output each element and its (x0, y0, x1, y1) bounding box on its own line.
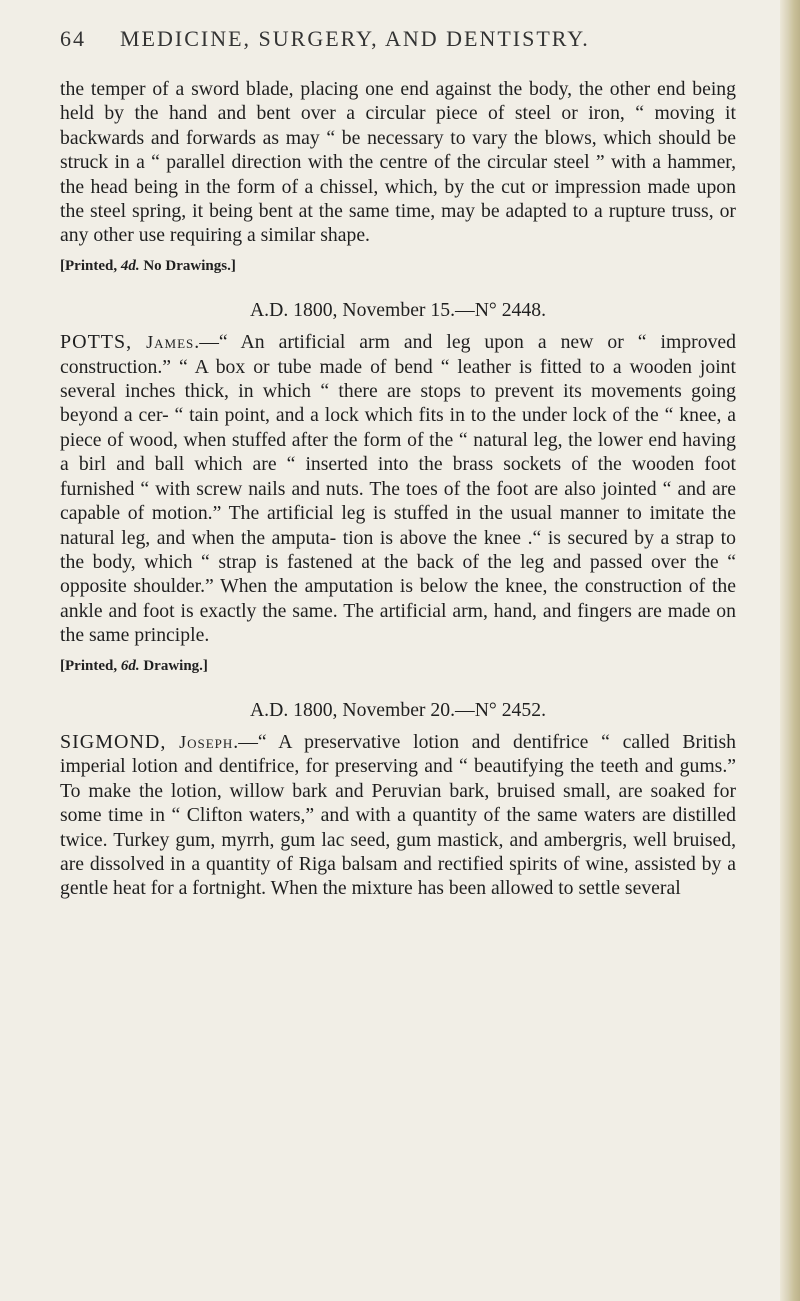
patentee-surname: POTTS, (60, 331, 133, 354)
patent-entry-sigmond (60, 730, 736, 901)
continued-paragraph: the temper of a sword blade, placing one end against the body, the other end being held by the hand and bent over a circular piece of steel or iron, “ moving it backwards and forwards as may “ be necessary to vary the blows, which should be struck in a “ parallel direction with the centre of the circular steel ” with a hammer, the head being in the form of a chissel, which, by the cut or impression made upon the steel spring, it being bent at the same time, may be adapted to a rupture truss, or any other use requiring a similar shape. (60, 78, 736, 247)
page-body (60, 77, 736, 901)
entry-text: .—“ A preservative lotion and dentifrice “ called British imperial lotion and dentifrice, for preserving and “ beautifying the teeth and gums.” To make the lotion, willow bark and Peruvian bark, bruised small, are soaked for some time in “ Clifton waters,” and with a quantity of the same waters are distilled twice. Turkey gum, myrrh, gum lac seed, gum mastick, and ambergris, well bruised, are dissolved in a quantity of Riga balsam and rectified spirits of wine, assisted by a gentle heat for a fortnight. When the mixture has been allowed to settle several (60, 730, 736, 900)
patentee-forename: Joseph (179, 731, 234, 752)
printing-note: [Printed, 4d. No Drawings.] (60, 257, 236, 274)
running-header (60, 26, 760, 52)
page-edge-shadow (780, 0, 800, 1301)
entry-text: .—“ An artificial arm and leg upon a new or “ improved construction.” “ A box or tube made of bend “ leather is fitted to a wooden joint several inches thick, in which “ there are stops to prevent its movements going beyond a cer- “ tain point, and a lock which fits in to the under lock of the “ knee, a piece of wood, when stuffed after the form of the “ natural leg, the lower end having a birl and ball which are “ inserted into the brass sockets of the wooden foot furnished “ with screw nails and nuts. The toes of the foot are also jointed “ and are capable of motion.” The artificial leg is stuffed in the usual manner to imitate the natural leg, and when the amputa- tion is above the knee .“ is secured by a strap to the body, which “ strap is fastened at the back of the leg and passed over the “ opposite shoulder.” When the amputation is below the knee, the construction of the ankle and foot is exactly the same. The artificial arm, hand, and fingers are made on the same principle. (60, 331, 736, 647)
running-title: MEDICINE, SURGERY, AND DENTISTRY. (120, 26, 590, 51)
printing-note: [Printed, 6d. Drawing.] (60, 657, 208, 674)
entry-heading: A.D. 1800, November 20.—N° 2452. (249, 698, 547, 721)
entry-heading: A.D. 1800, November 15.—N° 2448. (249, 298, 547, 321)
patentee-surname: SIGMOND, (60, 730, 167, 753)
patent-entry-potts (60, 330, 736, 647)
patentee-forename: James (146, 332, 195, 353)
page-number: 64 (60, 26, 86, 51)
